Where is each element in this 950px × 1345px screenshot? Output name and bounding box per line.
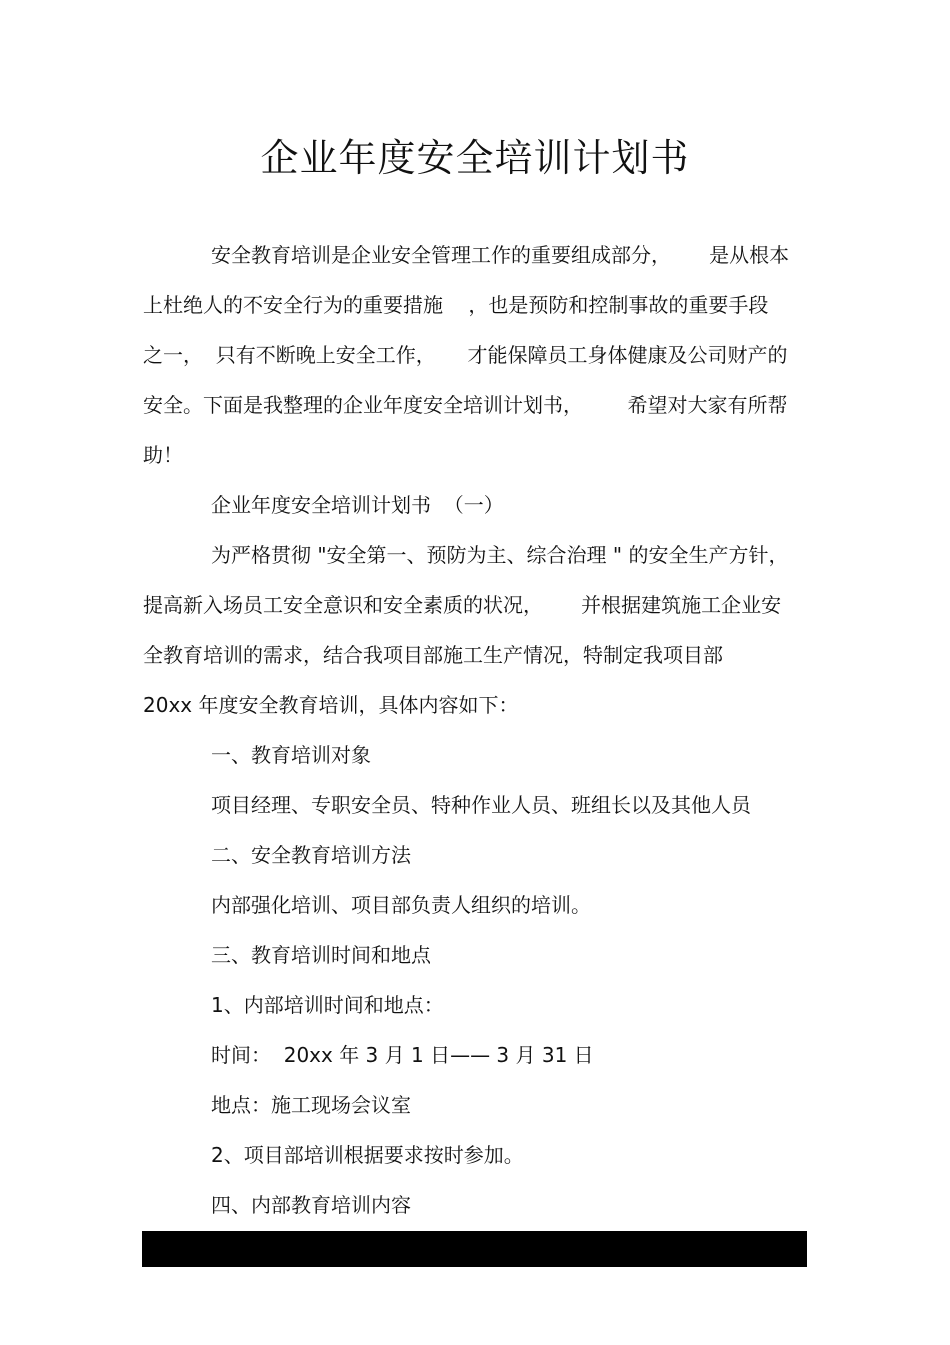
- heading-training-targets: 一、教育培训对象: [211, 743, 371, 767]
- heading-time-location: 三、教育培训时间和地点: [211, 943, 431, 967]
- intro-line-3: 之一， 只有不断晚上安全工作， 才能保障员工身体健康及公司财产的: [143, 343, 788, 367]
- intro-line-1: 安全教育培训是企业安全管理工作的重要组成部分， 是从根本: [211, 243, 790, 267]
- bottom-black-bar: [142, 1231, 807, 1267]
- internal-time-location-label: 1、内部培训时间和地点：: [211, 993, 444, 1017]
- purpose-line-4: 20xx 年度安全教育培训，具体内容如下：: [143, 693, 519, 717]
- purpose-line-1: 为严格贯彻 "安全第一、预防为主、综合治理 " 的安全生产方针，: [211, 543, 789, 567]
- training-location: 地点：施工现场会议室: [211, 1093, 411, 1117]
- heading-training-methods: 二、安全教育培训方法: [211, 843, 411, 867]
- section-title: 企业年度安全培训计划书 （一）: [211, 493, 504, 517]
- purpose-line-2: 提高新入场员工安全意识和安全素质的状况， 并根据建筑施工企业安: [143, 593, 782, 617]
- training-targets-text: 项目经理、专职安全员、特种作业人员、班组长以及其他人员: [211, 793, 751, 817]
- training-methods-text: 内部强化培训、项目部负责人组织的培训。: [211, 893, 591, 917]
- project-training-note: 2、项目部培训根据要求按时参加。: [211, 1143, 524, 1167]
- intro-line-5: 助！: [143, 443, 183, 467]
- document-title: 企业年度安全培训计划书: [260, 136, 690, 180]
- intro-line-2: 上杜绝人的不安全行为的重要措施 ，也是预防和控制事故的重要手段: [143, 293, 769, 317]
- training-time: 时间： 20xx 年 3 月 1 日—— 3 月 31 日: [211, 1043, 594, 1067]
- purpose-line-3: 全教育培训的需求，结合我项目部施工生产情况，特制定我项目部: [143, 643, 723, 667]
- intro-line-4: 安全。下面是我整理的企业年度安全培训计划书， 希望对大家有所帮: [143, 393, 788, 417]
- heading-internal-content: 四、内部教育培训内容: [211, 1193, 411, 1217]
